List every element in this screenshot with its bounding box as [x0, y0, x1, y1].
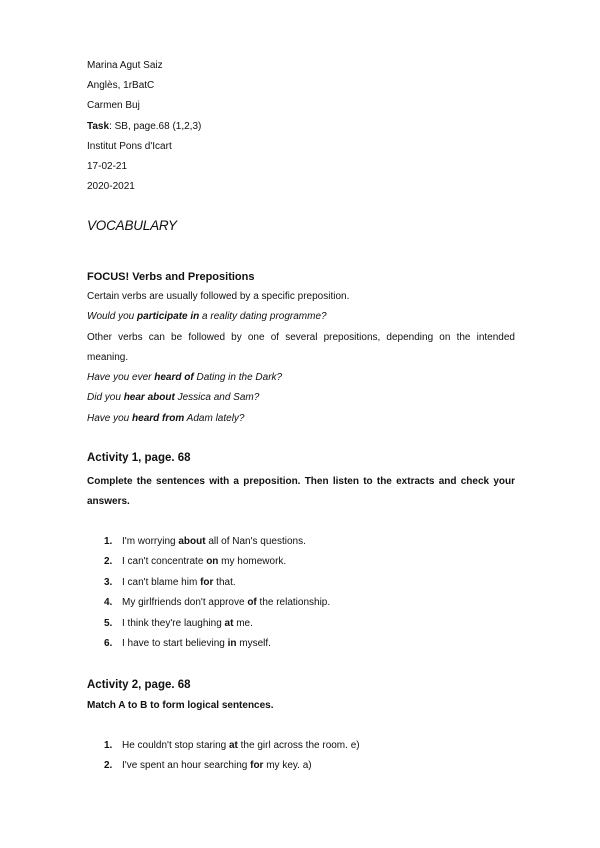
example-verb: hear about: [123, 392, 175, 404]
item-text: My girlfriends don't approve: [122, 597, 248, 609]
example-text: Did you: [87, 392, 124, 404]
example-verb: participate in: [137, 311, 200, 323]
item-number: 2.: [104, 760, 113, 772]
example-text: Have you: [87, 412, 133, 424]
item-number: 1.: [104, 740, 113, 751]
student-name: Marina Agut Saiz: [87, 60, 163, 71]
focus-example-2: [87, 368, 515, 388]
focus-example-1: [87, 307, 515, 327]
item-text: that.: [213, 576, 236, 588]
section-title: VOCABULARY: [87, 218, 177, 233]
item-answer: on: [206, 556, 219, 568]
example-text: Dating in the Dark?: [193, 372, 283, 384]
example-verb: heard of: [154, 372, 194, 384]
focus-line-1: Certain verbs are usually followed by a specific preposition.: [87, 291, 350, 302]
item-number: 1.: [104, 536, 113, 547]
item-number: 4.: [104, 597, 113, 609]
item-answer: at: [224, 617, 234, 629]
item-text: I can't blame him: [122, 576, 201, 588]
item-text: I can't concentrate: [122, 556, 207, 568]
item-text: the girl across the room. e): [237, 740, 360, 751]
item-answer: at: [228, 740, 238, 751]
example-text: a reality dating programme?: [199, 311, 327, 323]
activity-1-instruction: Complete the sentences with a preposition. Then listen to the extracts and check your answers.: [87, 476, 515, 507]
item-text: the relationship.: [256, 597, 331, 609]
task-label: Task: [87, 120, 110, 132]
item-text: He couldn't stop staring: [122, 740, 229, 751]
item-number: 5.: [104, 617, 113, 629]
list-item: [104, 736, 360, 756]
list-item: [104, 532, 330, 552]
item-number: 6.: [104, 637, 113, 649]
example-text: Jessica and Sam?: [174, 392, 260, 404]
course-line: Anglès, 1rBatC: [87, 80, 155, 92]
focus-line-2: Other verbs can be followed by one of several prepositions, depending on the intended meaning.: [87, 331, 515, 363]
activity-2-instruction: Match A to B to form logical sentences.: [87, 700, 274, 711]
date-line: 17-02-21: [87, 161, 128, 173]
list-item: [104, 614, 330, 634]
activity-2-list: [104, 736, 360, 777]
year-line: 2020-2021: [87, 181, 135, 193]
teacher-line: Carmen Buj: [87, 100, 140, 112]
activity-1-list: [104, 532, 330, 654]
list-item: [104, 593, 330, 613]
activity-1-title: Activity 1, page. 68: [87, 452, 191, 464]
list-item: [104, 552, 330, 572]
example-verb: heard from: [132, 412, 185, 424]
task-line: [87, 117, 201, 137]
student-header: [87, 56, 201, 197]
activity-2-title: Activity 2, page. 68: [87, 679, 191, 691]
item-text: I'm worrying: [122, 536, 179, 547]
focus-heading: FOCUS! Verbs and Prepositions: [87, 271, 255, 283]
item-text: I've spent an hour searching: [122, 760, 251, 772]
list-item: [104, 573, 330, 593]
list-item: [104, 756, 360, 776]
item-number: 3.: [104, 576, 113, 588]
item-number: 2.: [104, 556, 113, 568]
item-text: I think they're laughing: [122, 617, 225, 629]
item-answer: of: [247, 597, 257, 609]
list-item: [104, 634, 330, 654]
item-answer: for: [200, 576, 214, 588]
item-text: my key. a): [263, 760, 312, 772]
task-value: : SB, page.68 (1,2,3): [109, 120, 202, 132]
item-answer: for: [250, 760, 264, 772]
school-line: Institut Pons d'Icart: [87, 140, 172, 152]
focus-box: [87, 267, 515, 429]
item-text: all of Nan's questions.: [205, 536, 306, 547]
example-text: Adam lately?: [184, 412, 245, 424]
item-text: myself.: [236, 637, 271, 649]
example-text: Have you ever: [87, 372, 155, 384]
item-answer: about: [178, 536, 206, 547]
example-text: Would you: [87, 311, 138, 323]
focus-example-3: [87, 388, 515, 408]
focus-example-4: [87, 409, 515, 429]
item-text: I have to start believing: [122, 637, 228, 649]
item-text: my homework.: [218, 556, 287, 568]
item-answer: in: [227, 637, 237, 649]
item-text: me.: [233, 617, 253, 629]
